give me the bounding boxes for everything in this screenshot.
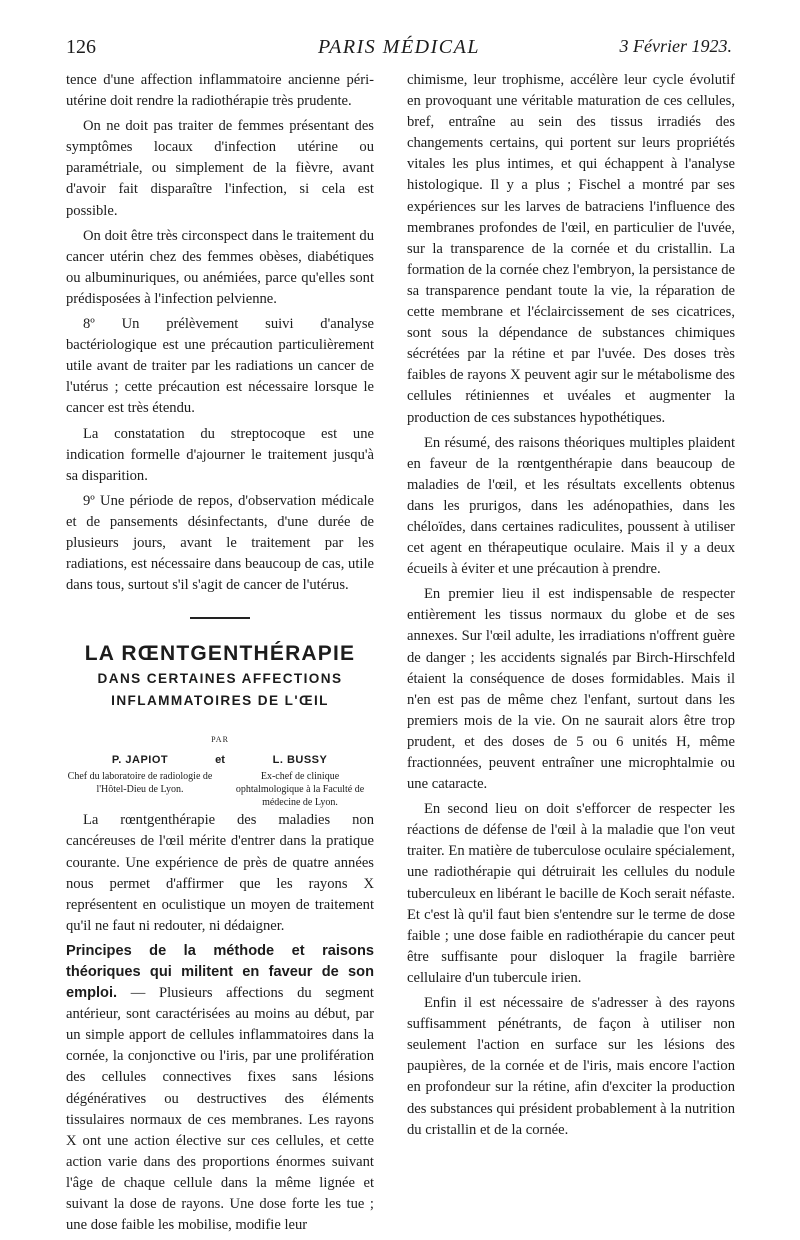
authors-block <box>66 754 374 810</box>
section-paragraph <box>66 941 374 1236</box>
page-number: 126 <box>66 36 96 58</box>
paragraph: 8º Un prélèvement suivi d'analyse bactériologique est une précaution particulièrement utile avant de traiter par les radiations un cancer de l'utérus ; cette précaution est nécessaire lorsque le cancer est très étendu. <box>66 316 374 417</box>
issue-date: 3 Février 1923. <box>619 36 732 56</box>
paragraph: Enfin il est nécessaire de s'adresser à des rayons suffisamment pénétrants, de façon à utiliser non seulement l'action en surface sur les lésions des paupières, de la cornée et de l'iris, mais encore l'action en profondeur sur la rétine, afin d'exciter la production des substances qui président probablement à la nutrition du cristallin et de la cornée. <box>407 995 735 1138</box>
paragraph: On ne doit pas traiter de femmes présentant des symptômes locaux d'infection utérine ou paramétriale, ou simplement de la fièvre, avant d'avoir fait disparaître l'infection, si cela est possible. <box>66 118 374 219</box>
author-1-name: P. JAPIOT <box>111 754 169 767</box>
author-2 <box>226 754 374 809</box>
article-heading <box>66 641 374 810</box>
paragraph: On doit être très circonspect dans le traitement du cancer utérin chez des femmes obèses, diabétiques ou albuminuriques, ou anémiées, parce qu'elles sont prédisposées à l'infection pelvienne. <box>66 227 374 307</box>
author-2-name: L. BUSSY <box>272 754 328 767</box>
paragraph: En second lieu on doit s'efforcer de respecter les réactions de défense de l'œil à la maladie que l'on veut traiter. En matière de tuberculose oculaire spécialement, une radiothérapie qui détruirait les cellules du nodule tuberculeux en libérant le bacille de Koch serait néfaste. Et c'est là qu'il faut bien s'entendre sur le terme de dose faible ; une dose faible en radiothérapie du cancer peut être suffisante pour disloquer la fragile barrière cellulaire d'un tubercule irien. <box>407 801 735 986</box>
paragraph: tence d'une affection inflammatoire ancienne péri-utérine doit rendre la radiothérapie très prudente. <box>66 72 374 110</box>
section-heading: Principes de la méthode et raisons théoriques qui militent en faveur de son emploi. <box>66 942 374 1002</box>
paragraph: La constatation du streptocoque est une indication formelle d'ajourner le traitement jusqu'à sa disparition. <box>66 425 374 484</box>
article-subtitle-line-2: INFLAMMATOIRES DE L'ŒIL <box>111 693 329 709</box>
byline-par: PAR <box>211 735 229 745</box>
section-text: — Plusieurs affections du segment antérieur, sont caractérisées au moins au début, par un simple apport de cellules inflammatoires dans la cornée, la conjonctive ou l'iris, par une prolifération des cellules connectives fixes sans lésions dégénératives ou destructives des éléments tissulaires normaux de ces membranes. Les rayons X ont une action élective sur ces cellules, et cette action varie dans des proportions énormes suivant l'âge de chaque cellule dans la même lignée et suivant la dose de rayons. Une dose forte les tue ; une dose faible les mobilise, modifie leur <box>66 985 374 1234</box>
paragraph: En résumé, des raisons théoriques multiples plaident en faveur de la rœntgenthérapie dans beaucoup de maladies de l'œil, et les résultats excellents obtenus dans les prurigos, dans les adénopathies, dans les chéloïdes, dans certaines radiculites, poussent à utiliser cet agent en thérapeutique oculaire. Mais il y a deux écueils à éviter et une précaution à prendre. <box>407 434 735 578</box>
page-header <box>66 36 732 62</box>
right-column <box>407 70 735 1145</box>
intro-paragraph: La rœntgenthérapie des maladies non cancéreuses de l'œil mérite d'entrer dans la pratique courante. Une expérience de près de quatre années nous permet d'affirmer que les rayons X représentent en oculistique un moyen de traitement qu'il ne faut ni redouter, ni dédaigner. <box>66 812 374 934</box>
section-divider <box>190 617 250 619</box>
paragraph: chimisme, leur trophisme, accélère leur cycle évolutif en provoquant une véritable maturation de ces cellules, bref, entraîne au sein des tissus irradiés des changements certains, qui portent sur leurs propriétés vitales les plus intimes, et qui échappent à l'analyse histologique. Il y a plus ; Fischel a montré par ses expériences sur les larves de batraciens l'influence des membranes profondes de l'œil, en particulier de l'uvée, sur la transparence de la cornée et du cristallin. La formation de la cornée chez l'embryon, la persistance de sa transparence pendant toute la vie, la réparation de cette membrane et l'éclaircissement de ses cicatrices, sont sous la dépendance de substances chimiques sécrétées par la rétine et par l'uvée. Des doses très faibles de rayons X peuvent agir sur le métabolisme des cellules rétiniennes et uvéales et augmenter la production de ces substances hypothétiques. <box>407 72 736 426</box>
left-column <box>66 70 374 1240</box>
article-title: LA RŒNTGENTHÉRAPIE <box>84 642 356 666</box>
author-1-affiliation: Chef du laboratoire de radiologie de l'Hôtel-Dieu de Lyon. <box>67 771 213 796</box>
article-subtitle-line-1: DANS CERTAINES AFFECTIONS <box>97 671 343 687</box>
author-2-affiliation: Ex-chef de clinique ophtalmologique à la Faculté de médecine de Lyon. <box>235 771 365 809</box>
author-conjunction: et <box>215 754 225 767</box>
paragraph: 9º Une période de repos, d'observation médicale et de pansements désinfectants, d'une durée de plusieurs jours, avant le traitement par les radiations, est nécessaire dans beaucoup de cas, utile dans tous, surtout s'il s'agit de cancer de l'utérus. <box>66 492 374 594</box>
journal-title: PARIS MÉDICAL <box>318 36 480 58</box>
paragraph: En premier lieu il est indispensable de respecter entièrement les tissus normaux du globe et de ses annexes. Sur l'œil adulte, les irradiations n'offrent guère de danger ; les accidents signalés par Birch-Hirschfeld étaient la conséquence de doses formidables. Mais il n'en est pas de même chez l'enfant, surtout dans les premiers mois de la vie. On ne saurait alors être trop prudent, et des doses de 5 ou 6 unités H, même fractionnées, peuvent entraîner une microphtalmie ou une cataracte. <box>407 586 735 793</box>
